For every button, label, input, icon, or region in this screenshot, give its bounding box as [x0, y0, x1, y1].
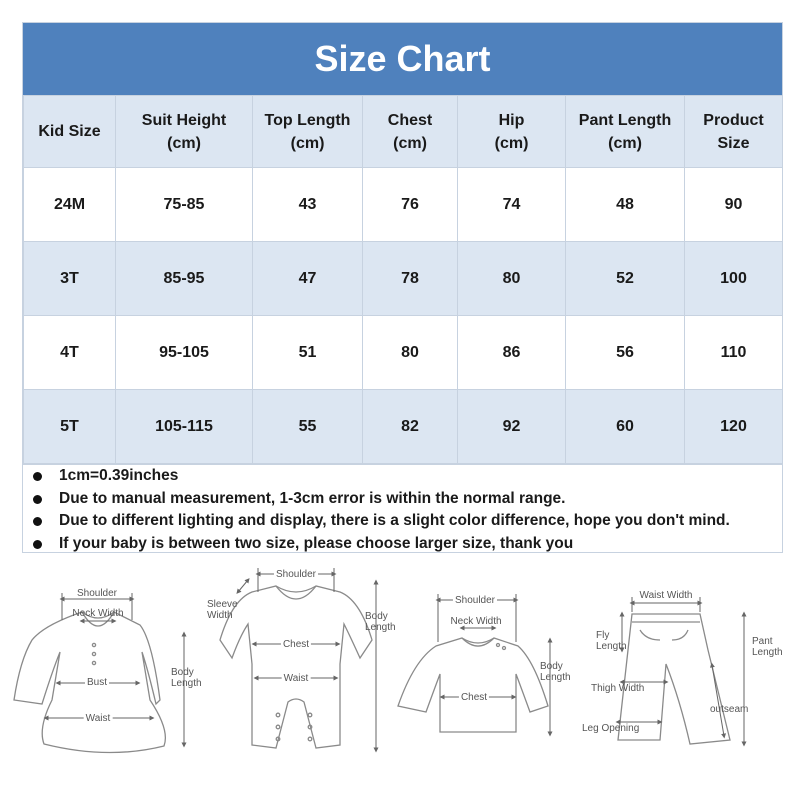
- table-cell: 48: [566, 168, 685, 242]
- table-cell: 51: [253, 316, 363, 390]
- table-cell: 92: [458, 390, 566, 464]
- romper-sleeve-width-label: Sleeve Width: [207, 599, 238, 621]
- header-pant-length: Pant Length (cm): [566, 96, 685, 168]
- table-cell: 52: [566, 242, 685, 316]
- romper-shoulder-label: Shoulder: [275, 569, 317, 580]
- table-cell: 74: [458, 168, 566, 242]
- table-cell: 60: [566, 390, 685, 464]
- table-cell: 24M: [24, 168, 116, 242]
- table-cell: 95-105: [116, 316, 253, 390]
- table-cell: 80: [458, 242, 566, 316]
- bullet-icon: [33, 495, 42, 504]
- bullet-icon: [33, 472, 42, 481]
- table-cell: 3T: [24, 242, 116, 316]
- dress-neck-width-label: Neck Width: [72, 608, 124, 619]
- table-cell: 47: [253, 242, 363, 316]
- table-cell: 5T: [24, 390, 116, 464]
- table-row: [24, 316, 783, 390]
- dress-waist-label: Waist: [85, 713, 111, 724]
- romper-icon: [220, 586, 372, 748]
- pants-leg-opening-label: Leg Opening: [582, 723, 640, 734]
- romper-body-length-label: Body Length: [365, 611, 396, 633]
- pants-pant-length-label: Pant Length: [752, 636, 783, 658]
- dress-body-length-label: Body Length: [171, 667, 202, 689]
- top-icon: [398, 638, 548, 732]
- chart-title: Size Chart: [23, 23, 782, 95]
- dress-bust-label: Bust: [86, 677, 108, 688]
- top-body-length-label: Body Length: [540, 661, 571, 683]
- table-cell: 43: [253, 168, 363, 242]
- table-cell: 76: [363, 168, 458, 242]
- romper-chest-label: Chest: [282, 639, 310, 650]
- notes-list: [23, 464, 782, 552]
- top-chest-label: Chest: [460, 692, 488, 703]
- table-cell: 100: [685, 242, 783, 316]
- header-suit-height: Suit Height (cm): [116, 96, 253, 168]
- table-cell: 90: [685, 168, 783, 242]
- romper-waist-label: Waist: [283, 673, 309, 684]
- size-table: [23, 95, 783, 464]
- note-item: 1cm=0.39inches: [23, 465, 782, 488]
- table-cell: 78: [363, 242, 458, 316]
- header-hip: Hip (cm): [458, 96, 566, 168]
- pants-waist-width-label: Waist Width: [639, 590, 693, 601]
- bullet-icon: [33, 540, 42, 549]
- table-cell: 80: [363, 316, 458, 390]
- dress-shoulder-label: Shoulder: [76, 588, 118, 599]
- note-item: Due to manual measurement, 1-3cm error is within the normal range.: [23, 488, 782, 511]
- pants-outseam-label: outseam: [710, 704, 749, 715]
- table-cell: 120: [685, 390, 783, 464]
- header-product-size: Product Size: [685, 96, 783, 168]
- table-cell: 82: [363, 390, 458, 464]
- header-chest: Chest (cm): [363, 96, 458, 168]
- table-cell: 105-115: [116, 390, 253, 464]
- table-row: [24, 168, 783, 242]
- measurement-diagrams: [0, 560, 800, 800]
- table-cell: 55: [253, 390, 363, 464]
- bullet-icon: [33, 517, 42, 526]
- top-shoulder-label: Shoulder: [454, 595, 496, 606]
- table-cell: 56: [566, 316, 685, 390]
- header-top-length: Top Length (cm): [253, 96, 363, 168]
- table-cell: 85-95: [116, 242, 253, 316]
- table-cell: 86: [458, 316, 566, 390]
- table-cell: 75-85: [116, 168, 253, 242]
- table-row: [24, 242, 783, 316]
- note-item: Due to different lighting and display, there is a slight color difference, hope you don't mind.: [23, 510, 782, 533]
- top-neck-width-label: Neck Width: [450, 616, 502, 627]
- table-row: [24, 390, 783, 464]
- note-item: If your baby is between two size, please choose larger size, thank you: [23, 533, 782, 556]
- table-header-row: [24, 96, 783, 168]
- table-cell: 110: [685, 316, 783, 390]
- size-chart-panel: [22, 22, 783, 553]
- pants-fly-length-label: Fly Length: [596, 630, 627, 652]
- table-cell: 4T: [24, 316, 116, 390]
- pants-thigh-width-label: Thigh Width: [591, 683, 645, 694]
- header-kid-size: Kid Size: [24, 96, 116, 168]
